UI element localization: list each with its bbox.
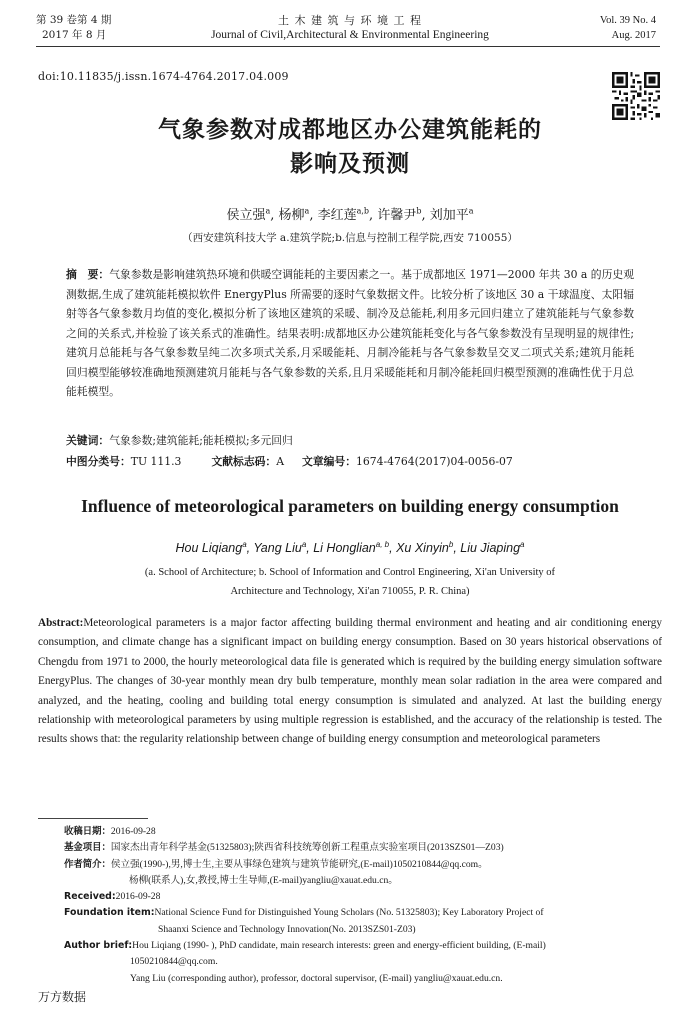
classification-info [66,452,666,471]
date-en: Aug. 2017 [611,30,656,41]
author-cn: 许馨尹$^b$, [377,206,426,223]
author-cn: 李红莲$^{a,b}$, [317,206,374,223]
header-divider [36,46,660,47]
keywords-cn-label: 关键词： [66,434,110,447]
date-cn: 2017 年 8 月 [42,29,107,41]
keywords-cn [66,431,634,450]
affiliation-cn: （西安建筑科技大学 a.建筑学院;b.信息与控制工程学院,西安 710055） [182,232,518,244]
abstract-cn-label: 摘 要： [66,268,110,281]
doc-code-label: 文献标志码： [211,455,277,468]
article-no-value: 1674-4764(2017)04-0056-07 [356,455,513,468]
author-en: Li Honglian$^{a, b}$, [313,540,397,556]
footnote-divider [38,818,148,819]
title-cn-line1: 气象参数对成都地区办公建筑能耗的 [158,116,542,143]
authors-cn [0,204,700,223]
abstract-en [38,614,662,750]
author-en: Liu Jiaping$^a$ [460,540,525,556]
author-brief-en-3: Yang Liu (corresponding author), professor, doctoral supervisor, (E-mail) yangliu@xauat.edu.cn. [130,972,503,984]
doi[interactable]: doi:10.11835/j.issn.1674-4764.2017.04.009 [38,70,289,83]
abstract-cn [66,265,634,402]
authors-en [0,540,700,555]
author-cn: 杨柳$^a$, [278,206,314,223]
author-brief-cn: 作者简介：侯立强(1990-),男,博士生,主要从事绿色建筑与建筑节能研究,(E-mail)1050210844@qq.com。 [64,858,488,870]
volume-cn: 第 39 卷第 4 期 [36,14,112,26]
author-brief-en: Author brief:Hou Liqiang (1990- ), PhD candidate, main research interests: green and energy-efficient building, (E-mail) [64,940,546,952]
title-en: Influence of meteorological parameters on building energy consumption [81,496,619,516]
keywords-cn-text: 气象参数;建筑能耗;能耗模拟;多元回归 [109,434,293,447]
volume-en: Vol. 39 No. 4 [599,15,656,26]
journal-name-cn: 土 木 建 筑 与 环 境 工 程 [278,14,422,27]
fund-en-2: Shaanxi Science and Technology Innovation(No. 2013SZS01-Z03) [158,923,416,935]
author-cn: 侯立强$^a$, [226,206,275,223]
received-en: Received:2016-09-28 [64,891,161,903]
fund-en: Foundation item:National Science Fund for Distinguished Young Scholars (No. 51325803); Key Laboratory Project of [64,907,544,919]
author-brief-cn-2: 杨柳(联系人),女,教授,博士生导师,(E-mail)yangliu@xauat.edu.cn。 [129,874,398,886]
journal-name-en: Journal of Civil,Architectural & Environmental Engineering [211,29,489,41]
doc-code-value: A [276,455,285,468]
received-cn: 收稿日期：2016-09-28 [64,826,156,837]
abstract-en-label: Abstract: [38,617,84,629]
author-en: Yang Liu$^a$, [253,540,314,556]
author-brief-en-2: 1050210844@qq.com. [130,956,218,968]
fund-cn: 基金项目：国家杰出青年科学基金(51325803);陕西省科技统筹创新工程重点实验室项目(2013SZS01—Z03) [64,842,504,854]
abstract-cn-text: 气象参数是影响建筑热环境和供暖空调能耗的主要因素之一。基于成都地区 1971—2000 年共 30 a 的历史观测数据,生成了建筑能耗模拟软件 EnergyPlus 所需要的逐时气象数据文件。比较分析了该地区 30 a 干球温度、太阳辐射等各气象参数月均值的变化,模拟分析了该地区建筑的采暖、制冷及总能耗,利用多元回归建立了建筑能耗与气象参数之间的关系式,并检验了该关系式的准确性。结果表明:成都地区办公建筑能耗变化与各气象参数没有呈现明显的规律性;建筑月总能耗与各气象参数呈纯二次多项式关系,月采暖能耗、月制冷能耗与各气象参数呈交叉二项式关系;建筑月能耗回归模型能够较准确地预测建筑月能耗与各气象参数的关系,且月采暖能耗和月制冷能耗回归模型预测的准确性优于月总能耗模型。 [66,268,634,398]
clc-value: TU 111.3 [130,455,182,468]
affiliation-en: (a. School of Architecture; b. School of Information and Control Engineering, Xi'an University of Architecture and Technology, Xi'an 710055, P. R. China) [144,567,556,597]
issue-info-en [600,13,656,43]
abstract-en-text: Meteorological parameters is a major factor affecting building thermal environment and heating and air conditioning energy consumption, and climate change has a significant impact on building energy consumption. Based on 30 years historical observations of Chengdu from 1971 to 2000, the hourly meteorological data file is generated which is required by the building energy simulation software EnergyPlus. The changes of 30-year monthly mean dry bulb temperature, monthly mean solar radiation in the area were compared and analyzed, and the heating, cooling and building total energy consumption is simulated and analyzed. At last the building energy relationship with meteorological parameters by using multiple regression is established, and the accuracy of the relationship is tested. The results shows that: the regularity relationship between change of building energy consumption and meteorological parameters [38,617,662,746]
author-en: Xu Xinyin$^b$, [396,540,461,556]
wanfang-watermark: 万方数据 [38,990,87,1004]
clc-label: 中图分类号： [66,455,131,468]
footnotes [64,824,664,987]
title-cn [80,113,620,181]
article-no-label: 文章编号： [302,455,357,468]
title-cn-line2: 影响及预测 [290,150,410,177]
author-cn: 刘加平$^a$ [429,206,474,223]
author-en: Hou Liqiang$^a$, [175,540,254,556]
journal-name [0,13,700,43]
